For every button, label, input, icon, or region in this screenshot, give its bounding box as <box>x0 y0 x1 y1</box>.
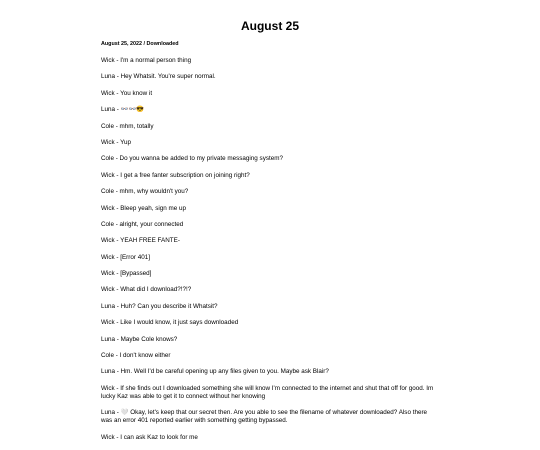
chat-line: Luna - 👓👓😎 <box>101 106 145 114</box>
chat-line: Wick - I can ask Kaz to look for me <box>101 433 198 441</box>
chat-log <box>101 57 439 450</box>
chat-line: Wick - Like I would know, it just says downloaded <box>101 319 239 327</box>
chat-line: Luna - Maybe Cole knows? <box>101 335 178 343</box>
chat-line: Wick - Bleep yeah, sign me up <box>101 204 187 212</box>
chat-line: Wick - [Bypassed] <box>101 270 152 278</box>
chat-line: Luna - Huh? Can you describe it Whatsit? <box>101 302 218 310</box>
chat-line: Luna - 🤍 Okay, let's keep that our secret then. Are you able to see the filename of whatever downloaded? Also there was an error 401 reported earlier with something getting bypassed. <box>101 409 428 425</box>
chat-line: Wick - YEAH FREE FANTE- <box>101 237 180 245</box>
page-title: August 25 <box>240 19 299 33</box>
chat-line: Wick - I'm a normal person thing <box>101 57 192 64</box>
chat-line: Wick - If she finds out I downloaded something she will know I'm connected to the internet and shut that off for good. Im lucky Kaz was able to get it to connect without her knowing <box>101 384 434 400</box>
post-meta: August 25, 2022 / Downloaded <box>101 41 179 47</box>
chat-line: Wick - You know it <box>101 89 153 97</box>
chat-line: Wick - Yup <box>101 138 131 146</box>
chat-line: Cole - mhm, totally <box>101 122 154 130</box>
chat-line: Cole - alright, your connected <box>101 220 184 228</box>
chat-line: Luna - Hey Whatsit. You're super normal. <box>101 73 216 81</box>
chat-line: Wick - I get a free fanter subscription on joining right? <box>101 171 250 179</box>
chat-line: Luna - Hm. Well I'd be careful opening up any files given to you. Maybe ask Blair? <box>101 368 329 376</box>
chat-line: Cole - Do you wanna be added to my private messaging system? <box>101 155 284 163</box>
chat-line: Cole - mhm, why wouldn't you? <box>101 188 189 196</box>
chat-line: Cole - I don't know either <box>101 352 171 360</box>
chat-line: Wick - [Error 401] <box>101 253 150 261</box>
chat-line: Wick - What did I download?!?!? <box>101 286 192 294</box>
